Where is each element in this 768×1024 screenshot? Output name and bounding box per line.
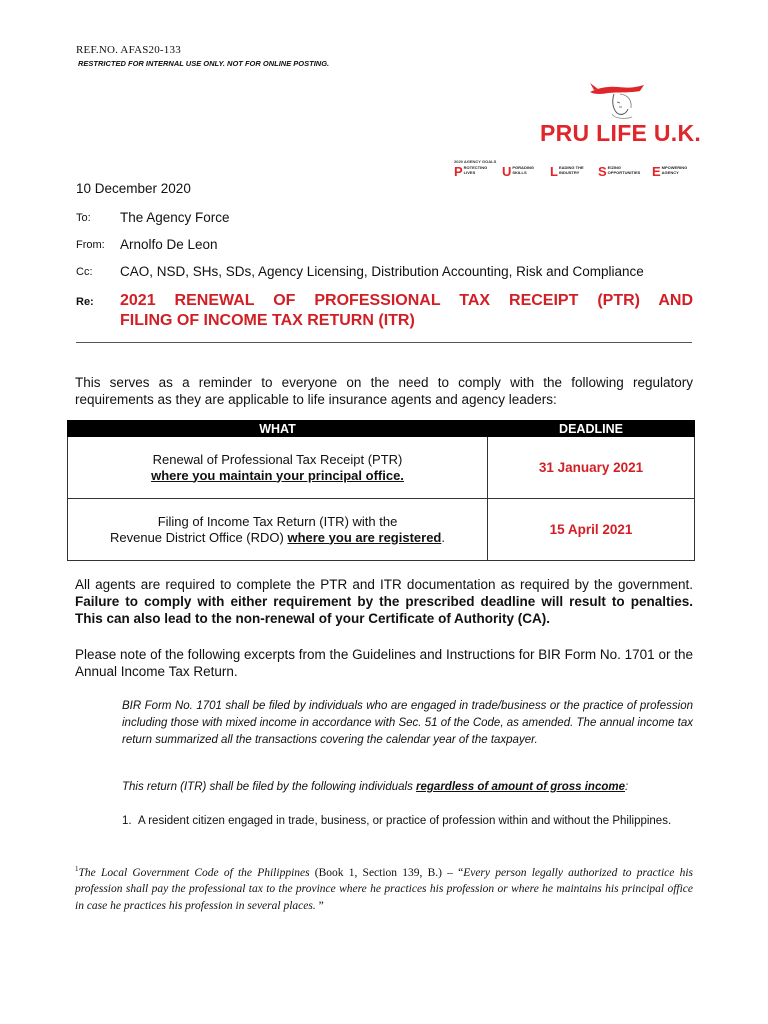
footnote [75,861,693,914]
cc-label: Cc: [76,266,93,278]
excerpt-suffix: : [625,781,629,793]
goal-item [454,165,494,179]
table-header-row [68,421,695,437]
list-number: 1. [122,815,132,827]
goal-letter: E [652,164,661,179]
column-header-what: WHAT [68,421,488,437]
to-value: The Agency Force [120,210,230,225]
requirement-text: Filing of Income Tax Return (ITR) with the [157,513,398,529]
deadline-cell: 15 April 2021 [488,499,695,561]
goal-item [550,165,589,179]
agency-goals-banner [454,159,704,181]
table-row [68,499,695,561]
penalty-warning: Failure to comply with either requirement by the prescribed deadline will result to penalties. This can also lead to the non-renewal of your Certificate of Authority (CA). [75,594,693,626]
goal-item [598,164,641,179]
goal-letter: L [550,164,558,179]
goal-letter: U [502,164,512,179]
requirement-emphasis: where you maintain your principal office. [151,467,404,483]
goal-item [652,165,692,179]
footnote-marker: 1 [75,865,79,873]
requirement-cell [68,499,488,561]
reference-number: REF.NO. AFAS20-133 [76,44,181,56]
goal-letter: P [454,164,463,179]
excerpt-text: This return (ITR) shall be filed by the following individuals [122,781,417,793]
from-value: Arnolfo De Leon [120,237,218,252]
re-label: Re: [76,296,94,308]
list-item [122,813,693,830]
list-text: A resident citizen engaged in trade, business, or practice of profession within and without the Philippines. [138,815,672,827]
goal-word: PGRADING SKILLS [512,165,534,175]
requirement-emphasis: where you are registered [287,529,442,545]
requirement-text-prefix: Revenue District Office (RDO) [110,529,288,545]
footnote-quote: Every person legally authorized to practice his profession shall pay the professional tax to the province where he practices his profession or where he maintains his principal office in case he practices his profession in several places. [75,866,693,912]
excerpt-emphasis: regardless of amount of gross income [416,781,625,793]
bir-excerpt-1: BIR Form No. 1701 shall be filed by individuals who are engaged in trade/business or the practice of profession including those with mixed income in accordance with Sec. 51 of the Code, as amended. The annual income tax return summarized all the transactions covering the calendar year of the taxpayer. [122,700,693,746]
subject-line-1: 2021 RENEWAL OF PROFESSIONAL TAX RECEIPT (PTR) AND [120,292,693,309]
goals-title: 2020 AGENCY GOALS [454,159,497,164]
from-label: From: [76,239,105,251]
footnote-citation: (Book 1, Section 139, B.) – “ [309,866,464,879]
cc-value: CAO, NSD, SHs, SDs, Agency Licensing, Distribution Accounting, Risk and Compliance [120,264,644,279]
requirement-text-suffix: . [441,529,445,545]
column-header-deadline: DEADLINE [488,421,695,437]
goal-item [502,165,542,179]
compliance-paragraph [75,576,693,627]
goal-letter: S [598,164,607,179]
memo-date: 10 December 2020 [76,181,191,196]
footnote-close: ” [315,899,324,912]
requirements-table [67,420,695,561]
intro-paragraph: This serves as a reminder to everyone on the need to comply with the following regulatory requirements as they are applicable to life insurance agents and agency leaders: [75,375,693,407]
goal-word: ROTECTING LIVES [463,165,488,175]
pru-lady-logo-icon [584,80,652,122]
table-row [68,437,695,499]
requirement-cell [68,437,488,499]
goal-word: MPOWERING AGENCY [661,165,688,175]
deadline-cell: 31 January 2021 [488,437,695,499]
to-label: To: [76,212,91,224]
requirement-text: Renewal of Professional Tax Receipt (PTR) [152,451,403,467]
subject-line-2: FILING OF INCOME TAX RETURN (ITR) [120,312,415,329]
restriction-notice: RESTRICTED FOR INTERNAL USE ONLY. NOT FOR ONLINE POSTING. [78,59,330,68]
compliance-text: All agents are required to complete the PTR and ITR documentation as required by the government. [75,577,693,592]
company-logo-text: PRU LIFE U.K. [540,120,702,146]
footnote-title: The Local Government Code of the Philippines [78,866,310,879]
bir-excerpt-2 [122,779,693,796]
subject-divider [76,342,692,343]
goal-word: EADING THE INDUSTRY [558,165,584,175]
goal-word: EIZING OPPORTUNITIES [607,165,641,175]
excerpt-note-paragraph: Please note of the following excerpts from the Guidelines and Instructions for BIR Form No. 1701 or the Annual Income Tax Return. [75,647,693,679]
